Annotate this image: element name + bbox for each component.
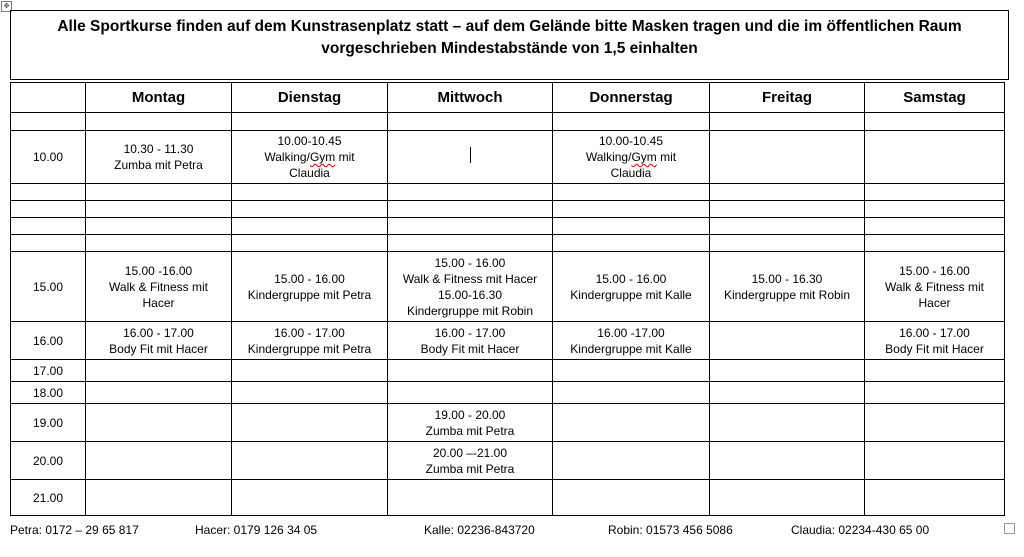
course-line: 10.00-10.45 <box>277 134 342 148</box>
table-row <box>11 404 1005 442</box>
time-cell[interactable] <box>11 184 86 201</box>
schedule-cell-freitag[interactable] <box>710 404 865 442</box>
schedule-cell-samstag[interactable] <box>865 480 1005 516</box>
table-move-handle[interactable]: ✥ <box>1 1 12 12</box>
time-cell[interactable]: 18.00 <box>11 382 86 404</box>
schedule-cell-donnerstag[interactable] <box>553 131 710 184</box>
schedule-cell-freitag[interactable] <box>710 322 865 360</box>
time-cell[interactable] <box>11 201 86 218</box>
schedule-cell-donnerstag[interactable] <box>553 442 710 480</box>
table-row <box>11 235 1005 252</box>
contact-footer <box>10 522 1010 538</box>
schedule-cell-samstag[interactable] <box>865 322 1005 360</box>
day-header-donnerstag: Donnerstag <box>553 83 710 113</box>
spellcheck-underline: Gym <box>309 150 336 164</box>
schedule-cell-freitag[interactable] <box>710 184 865 201</box>
contact-hacer: Hacer: 0179 126 34 05 <box>195 523 318 537</box>
spellcheck-underline: Gym <box>631 150 657 164</box>
day-header-dienstag: Dienstag <box>232 83 388 113</box>
schedule-cell-mittwoch[interactable] <box>388 252 553 322</box>
announcement-line-1: Alle Sportkurse finden auf dem Kunstrasenplatz statt – auf dem Gelände bitte Masken tragen und die im öffentlichen Raum <box>57 18 962 35</box>
schedule-cell-montag[interactable] <box>86 218 232 235</box>
table-row <box>11 360 1005 382</box>
course-line: Claudia <box>289 166 330 180</box>
schedule-cell-dienstag[interactable] <box>232 382 388 404</box>
time-cell[interactable] <box>11 235 86 252</box>
schedule-cell-mittwoch[interactable] <box>388 360 553 382</box>
schedule-cell-dienstag[interactable] <box>232 235 388 252</box>
course-line: 15.00-16.30 <box>437 287 503 302</box>
schedule-cell-mittwoch[interactable] <box>388 113 553 131</box>
schedule-cell-samstag[interactable] <box>865 252 1005 322</box>
contact-robin: Robin: 01573 456 5086 <box>608 523 733 537</box>
schedule-cell-freitag[interactable] <box>710 382 865 404</box>
course-line: Walking/Gym mit <box>264 150 355 164</box>
day-header-samstag: Samstag <box>865 83 1005 113</box>
schedule-cell-mittwoch[interactable] <box>388 404 553 442</box>
schedule-cell-freitag[interactable] <box>710 201 865 218</box>
course-line: 15.00 - 16.30 <box>751 271 823 286</box>
course-line: 15.00 - 16.00 <box>899 263 970 278</box>
schedule-cell-montag[interactable] <box>86 252 232 322</box>
schedule-cell-samstag[interactable] <box>865 382 1005 404</box>
course-line: Walk & Fitness mit <box>109 279 208 294</box>
schedule-cell-mittwoch[interactable] <box>388 442 553 480</box>
schedule-cell-mittwoch[interactable] <box>388 235 553 252</box>
course-line: Kindergruppe mit Robin <box>406 303 534 318</box>
schedule-cell-samstag[interactable] <box>865 113 1005 131</box>
schedule-cell-samstag[interactable] <box>865 218 1005 235</box>
schedule-cell-montag[interactable] <box>86 480 232 516</box>
schedule-cell-montag[interactable] <box>86 184 232 201</box>
schedule-cell-mittwoch[interactable] <box>388 184 553 201</box>
course-line: 10.00-10.45 <box>598 134 664 148</box>
course-line: Zumba mit Petra <box>114 158 203 172</box>
schedule-cell-donnerstag[interactable] <box>553 252 710 322</box>
schedule-cell-donnerstag[interactable] <box>553 235 710 252</box>
schedule-cell-freitag[interactable] <box>710 252 865 322</box>
header-row <box>11 83 1005 113</box>
schedule-cell-samstag[interactable] <box>865 360 1005 382</box>
course-line: 16.00 - 17.00 <box>123 325 194 340</box>
course-line: 16.00 -17.00 <box>597 325 665 340</box>
announcement-box <box>10 10 1009 80</box>
schedule-cell-dienstag[interactable] <box>232 404 388 442</box>
course-line: Zumba mit Petra <box>425 461 515 476</box>
schedule-cell-freitag[interactable] <box>710 113 865 131</box>
schedule-cell-montag[interactable] <box>86 322 232 360</box>
course-line: Body Fit mit Hacer <box>109 341 208 356</box>
course-line: Body Fit mit Hacer <box>885 341 984 356</box>
course-line: Walk & Fitness mit <box>885 279 984 294</box>
schedule-cell-dienstag[interactable] <box>232 201 388 218</box>
time-header-cell <box>11 83 86 113</box>
course-line: 15.00 - 16.00 <box>595 271 667 286</box>
course-line: 20.00 –-21.00 <box>432 445 508 460</box>
time-cell[interactable]: 20.00 <box>11 442 86 480</box>
announcement-line-2: vorgeschrieben Mindestabstände von 1,5 einhalten <box>321 40 698 57</box>
schedule-cell-dienstag[interactable] <box>232 322 388 360</box>
schedule-cell-dienstag[interactable] <box>232 184 388 201</box>
table-row <box>11 201 1005 218</box>
course-line: Kindergruppe mit Petra <box>247 287 372 302</box>
day-header-freitag: Freitag <box>710 83 865 113</box>
schedule-cell-freitag[interactable] <box>710 480 865 516</box>
table-row <box>11 252 1005 322</box>
course-line: 16.00 - 17.00 <box>899 325 970 340</box>
schedule-table <box>10 82 1005 516</box>
schedule-cell-dienstag[interactable] <box>232 218 388 235</box>
schedule-cell-samstag[interactable] <box>865 201 1005 218</box>
schedule-cell-donnerstag[interactable] <box>553 201 710 218</box>
schedule-cell-dienstag[interactable] <box>232 113 388 131</box>
schedule-cell-montag[interactable] <box>86 113 232 131</box>
course-line: 15.00 - 16.00 <box>274 271 345 286</box>
schedule-cell-samstag[interactable] <box>865 442 1005 480</box>
schedule-cell-montag[interactable] <box>86 131 232 184</box>
time-cell[interactable]: 21.00 <box>11 480 86 516</box>
contact-kalle: Kalle: 02236-843720 <box>424 523 535 537</box>
schedule-cell-montag[interactable] <box>86 235 232 252</box>
schedule-cell-montag[interactable] <box>86 360 232 382</box>
schedule-cell-donnerstag[interactable] <box>553 218 710 235</box>
table-row <box>11 480 1005 516</box>
schedule-cell-mittwoch[interactable] <box>388 480 553 516</box>
schedule-cell-dienstag[interactable] <box>232 442 388 480</box>
course-line: Hacer <box>142 295 175 310</box>
table-row <box>11 218 1005 235</box>
text-cursor <box>470 147 471 163</box>
schedule-cell-samstag[interactable] <box>865 404 1005 442</box>
schedule-cell-mittwoch[interactable] <box>388 382 553 404</box>
contact-claudia: Claudia: 02234-430 65 00 <box>791 523 930 537</box>
course-line: 15.00 - 16.00 <box>434 255 506 270</box>
schedule-cell-donnerstag[interactable] <box>553 382 710 404</box>
schedule-cell-montag[interactable] <box>86 404 232 442</box>
schedule-cell-donnerstag[interactable] <box>553 360 710 382</box>
schedule-cell-mittwoch[interactable] <box>388 201 553 218</box>
schedule-cell-mittwoch[interactable] <box>388 322 553 360</box>
schedule-cell-dienstag[interactable] <box>232 252 388 322</box>
course-line: Body Fit mit Hacer <box>420 341 520 356</box>
schedule-cell-mittwoch[interactable] <box>388 218 553 235</box>
time-cell[interactable]: 19.00 <box>11 404 86 442</box>
contact-petra: Petra: 0172 – 29 65 817 <box>10 523 139 537</box>
schedule-cell-donnerstag[interactable] <box>553 404 710 442</box>
course-line: Kindergruppe mit Robin <box>723 287 851 302</box>
table-row <box>11 113 1005 131</box>
schedule-cell-samstag[interactable] <box>865 184 1005 201</box>
course-line: Walking/Gym mit <box>585 150 677 164</box>
schedule-cell-freitag[interactable] <box>710 360 865 382</box>
day-header-montag: Montag <box>86 83 232 113</box>
schedule-cell-dienstag[interactable] <box>232 360 388 382</box>
schedule-cell-samstag[interactable] <box>865 131 1005 184</box>
schedule-cell-freitag[interactable] <box>710 131 865 184</box>
table-row <box>11 442 1005 480</box>
time-cell[interactable]: 17.00 <box>11 360 86 382</box>
course-line: Zumba mit Petra <box>425 423 515 438</box>
schedule-cell-mittwoch[interactable] <box>388 131 553 184</box>
schedule-cell-samstag[interactable] <box>865 235 1005 252</box>
time-cell[interactable] <box>11 218 86 235</box>
course-line: 16.00 - 17.00 <box>434 325 506 340</box>
table-row <box>11 382 1005 404</box>
schedule-cell-montag[interactable] <box>86 201 232 218</box>
time-cell[interactable]: 15.00 <box>11 252 86 322</box>
schedule-cell-donnerstag[interactable] <box>553 480 710 516</box>
table-row <box>11 131 1005 184</box>
time-cell[interactable] <box>11 113 86 131</box>
course-line: 15.00 -16.00 <box>124 263 193 278</box>
course-line: Kindergruppe mit Kalle <box>570 341 692 356</box>
schedule-cell-donnerstag[interactable] <box>553 322 710 360</box>
course-line: Claudia <box>610 166 652 180</box>
schedule-cell-freitag[interactable] <box>710 235 865 252</box>
course-line: Kindergruppe mit Petra <box>247 341 372 356</box>
course-line: 19.00 - 20.00 <box>434 407 506 422</box>
end-of-table-marker <box>1004 523 1015 534</box>
course-line: Walk & Fitness mit Hacer <box>402 271 538 286</box>
schedule-cell-montag[interactable] <box>86 442 232 480</box>
schedule-cell-freitag[interactable] <box>710 442 865 480</box>
schedule-cell-dienstag[interactable] <box>232 480 388 516</box>
course-line: Kindergruppe mit Kalle <box>570 287 692 302</box>
time-cell[interactable]: 16.00 <box>11 322 86 360</box>
schedule-cell-montag[interactable] <box>86 382 232 404</box>
schedule-cell-dienstag[interactable] <box>232 131 388 184</box>
table-row <box>11 322 1005 360</box>
day-header-mittwoch: Mittwoch <box>388 83 553 113</box>
schedule-cell-freitag[interactable] <box>710 218 865 235</box>
schedule-cell-donnerstag[interactable] <box>553 184 710 201</box>
table-row <box>11 184 1005 201</box>
course-line: Hacer <box>918 295 951 310</box>
time-cell[interactable]: 10.00 <box>11 131 86 184</box>
schedule-cell-donnerstag[interactable] <box>553 113 710 131</box>
course-line: 16.00 - 17.00 <box>274 325 345 340</box>
course-line: 10.30 - 11.30 <box>123 142 194 156</box>
